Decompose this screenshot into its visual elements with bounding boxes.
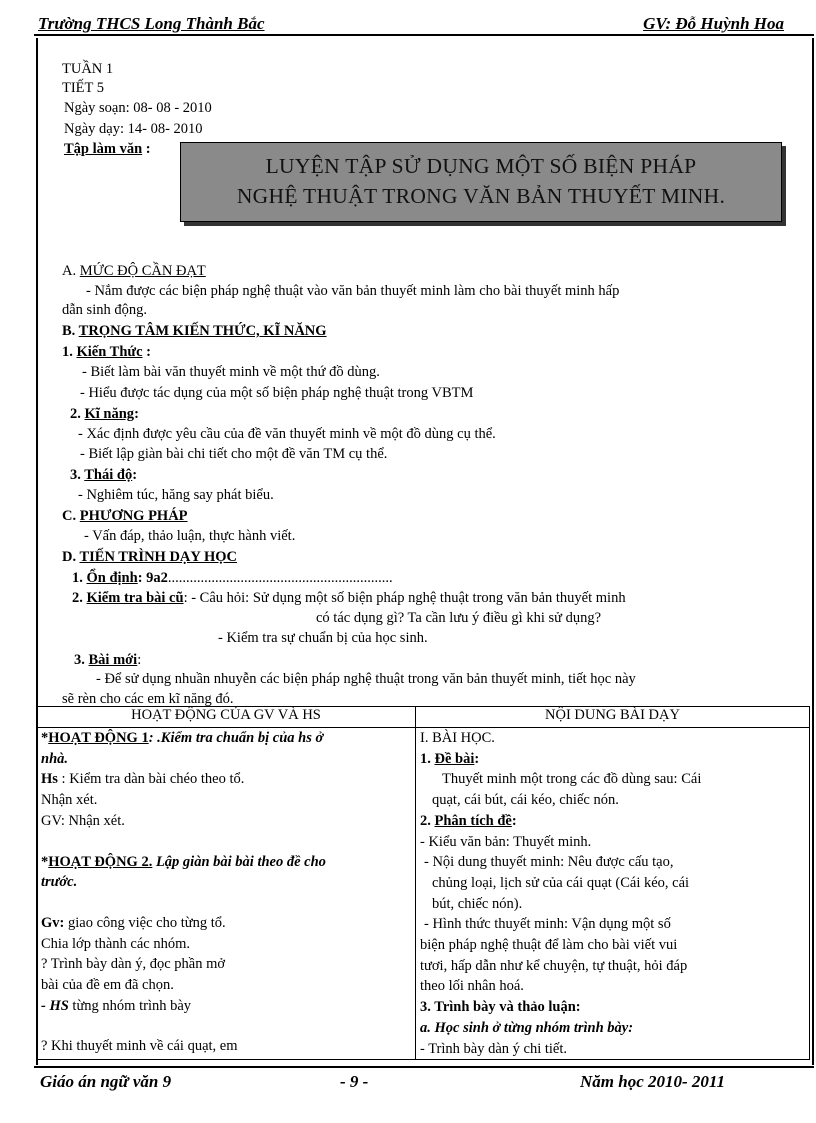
content-analysis-6: biện pháp nghệ thuật để làm cho bài viết vui	[420, 937, 678, 954]
attitude-heading: 3. Thái độ:	[70, 467, 138, 483]
prepared-date: Ngày soạn: 08- 08 - 2010	[64, 100, 212, 116]
skill-item-1: - Xác định được yêu cầu của đề văn thuyết minh về một đồ dùng cụ thể.	[78, 426, 496, 442]
skill-item-2: - Biết lập giàn bài chi tiết cho một đề văn TM cụ thể.	[80, 446, 388, 462]
footer-school-year: Năm học 2010- 2011	[580, 1072, 725, 1091]
skill-heading: 2. Kĩ năng:	[70, 406, 139, 422]
activity-2-line-2: Chia lớp thành các nhóm.	[41, 935, 191, 952]
activity-2-heading: *HOẠT ĐỘNG 2. Lập giàn bài bài theo đề cho	[41, 853, 326, 870]
week-label: TUẦN 1	[62, 61, 114, 77]
content-analysis-heading: 2. Phân tích đề:	[420, 812, 517, 829]
lesson-table	[36, 706, 810, 1060]
old-lesson-check-line1: 2. Kiểm tra bài cũ: - Câu hỏi: Sử dụng một số biện pháp nghệ thuật trong văn bản thuyết minh	[72, 590, 626, 606]
activity-1-heading: *HOẠT ĐỘNG 1: .Kiểm tra chuẩn bị của hs ở	[41, 730, 324, 746]
content-section-1: I. BÀI HỌC.	[420, 730, 495, 746]
content-analysis-7: tươi, hấp dẫn như kể chuyện, tự thuật, hỏi đáp	[420, 957, 688, 974]
knowledge-heading: 1. Kiến Thức :	[62, 344, 152, 360]
section-a-text-2: dẫn sinh động.	[62, 302, 147, 318]
old-lesson-check-line2: có tác dụng gì? Ta cần lưu ý điều gì khi sử dụng?	[316, 610, 602, 626]
activity-1-heading-cont: nhà.	[41, 750, 69, 767]
school-name: Trường THCS Long Thành Bắc	[38, 14, 265, 33]
stabilize-line: 1. Ổn định: 9a2..............................................................	[72, 570, 393, 586]
new-lesson-text-2: sẽ rèn cho các em kĩ năng đó.	[62, 691, 234, 707]
activity-2-line-4: bài của đề em đã chọn.	[41, 977, 174, 994]
table-header-content: NỘI DUNG BÀI DẠY	[416, 707, 810, 728]
activity-1-line-2: Nhận xét.	[41, 792, 98, 809]
section-a-heading: A. MỨC ĐỘ CẦN ĐẠT	[62, 263, 206, 279]
old-lesson-check-line3: - Kiểm tra sự chuẩn bị của học sinh.	[218, 630, 428, 646]
activities-cell	[37, 728, 416, 1060]
knowledge-item-2: - Hiểu được tác dụng của một số biện pháp nghệ thuật trong VBTM	[80, 385, 474, 401]
content-topic-2: quạt, cái bút, cái kéo, chiếc nón.	[432, 792, 619, 809]
activity-1-line-1: Hs : Kiểm tra dàn bài chéo theo tổ.	[41, 771, 245, 788]
spacer	[41, 1016, 411, 1036]
content-analysis-8: theo lối nhân hoá.	[420, 978, 524, 995]
table-header-activities: HOẠT ĐỘNG CỦA GV VÀ HS	[37, 707, 416, 728]
content-discussion-1: - Trình bày dàn ý chi tiết.	[420, 1040, 568, 1057]
content-analysis-1: - Kiểu văn bản: Thuyết minh.	[420, 833, 592, 850]
content-analysis-3: chủng loại, lịch sử của cái quạt (Cái kéo, cái	[432, 874, 690, 891]
content-topic-1: Thuyết minh một trong các đồ dùng sau: Cái	[442, 771, 702, 788]
section-c-heading: C. PHƯƠNG PHÁP	[62, 508, 188, 524]
content-discussion-heading: 3. Trình bày và thảo luận:	[420, 999, 581, 1016]
content-cell	[416, 728, 810, 1060]
content-analysis-4: bút, chiếc nón).	[432, 895, 523, 912]
spacer	[41, 832, 411, 852]
content-analysis-2: - Nội dung thuyết minh: Nêu được cấu tạo,	[424, 854, 674, 871]
activity-1-line-3: GV: Nhận xét.	[41, 812, 125, 829]
subject-label: Tập làm văn :	[64, 141, 151, 157]
teacher-name: GV: Đỗ Huỳnh Hoa	[643, 14, 784, 33]
content-analysis-5: - Hình thức thuyết minh: Vận dụng một số	[424, 916, 671, 933]
attitude-item-1: - Nghiêm túc, hăng say phát biểu.	[78, 487, 274, 503]
taught-date: Ngày dạy: 14- 08- 2010	[64, 121, 203, 137]
spacer	[41, 893, 411, 913]
activity-2-line-3: ? Trình bày dàn ý, đọc phần mở	[41, 956, 226, 973]
knowledge-item-1: - Biết làm bài văn thuyết minh về một thứ đồ dùng.	[82, 364, 380, 380]
content-topic-heading: 1. Đề bài:	[420, 750, 480, 767]
section-a-text-1: - Nắm được các biện pháp nghệ thuật vào văn bản thuyết minh làm cho bài thuyết minh hấp	[86, 283, 620, 299]
content-discussion-sub: a. Học sinh ở từng nhóm trình bày:	[420, 1019, 634, 1036]
activity-2-line-6: ? Khi thuyết minh về cái quạt, em	[41, 1038, 238, 1055]
new-lesson-text-1: - Để sử dụng nhuần nhuyễn các biện pháp nghệ thuật trong văn bản thuyết minh, tiết học này	[96, 671, 636, 687]
section-d-heading: D. TIẾN TRÌNH DẠY HỌC	[62, 549, 237, 565]
page-footer	[34, 1066, 814, 1096]
lesson-title-line1: LUYỆN TẬP SỬ DỤNG MỘT SỐ BIỆN PHÁP	[265, 154, 697, 178]
lesson-title-box	[180, 142, 782, 222]
section-c-text: - Vấn đáp, thảo luận, thực hành viết.	[84, 528, 296, 544]
lesson-title-line2: NGHỆ THUẬT TRONG VĂN BẢN THUYẾT MINH.	[236, 184, 726, 208]
activity-2-heading-cont: trước.	[41, 874, 78, 891]
footer-book: Giáo án ngữ văn 9	[40, 1072, 172, 1091]
period-label: TIẾT 5	[62, 80, 105, 96]
new-lesson-heading: 3. Bài mới:	[74, 652, 142, 668]
page-header	[34, 8, 814, 36]
activity-2-line-1: Gv: giao công việc cho từng tổ.	[41, 914, 226, 931]
section-b-heading: B. TRỌNG TÂM KIẾN THỨC, KĨ NĂNG	[62, 323, 327, 339]
footer-page-number: - 9 -	[340, 1072, 369, 1091]
activity-2-line-5: - HS từng nhóm trình bày	[41, 997, 192, 1014]
